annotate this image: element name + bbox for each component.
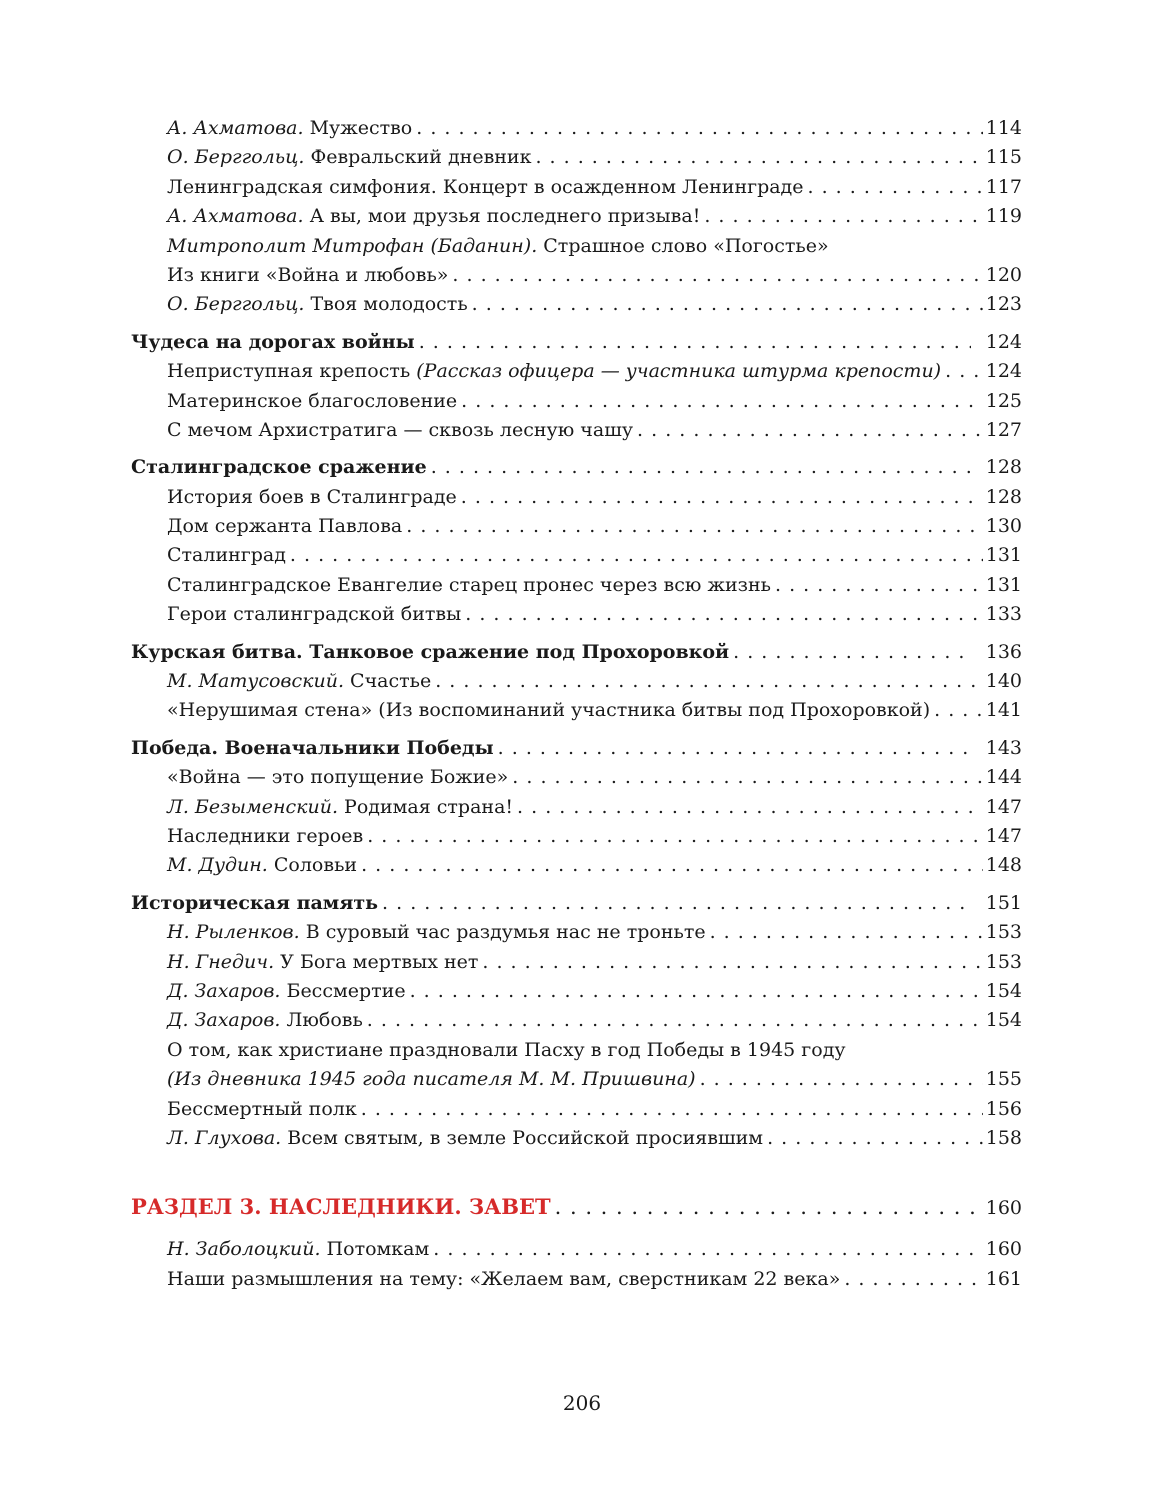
toc-entry-title (167, 696, 930, 725)
toc-entry-title (167, 1124, 763, 1153)
dot-leader (945, 357, 983, 386)
toc-entry-author: Н. Заболоцкий. (167, 1238, 321, 1261)
toc-entry-page: 131 (985, 573, 1022, 596)
toc-entry-title (167, 1036, 846, 1065)
toc-entry-text: О том, как христиане праздновали Пасху в год Победы в 1945 году (167, 1038, 846, 1061)
toc-group (131, 453, 1022, 629)
toc-group (131, 889, 1022, 1154)
toc-entry-author: А. Ахматова. (167, 117, 304, 139)
toc-entry[interactable] (131, 541, 1022, 570)
toc-heading-page: 136 (985, 640, 1022, 663)
toc-entry-page: 153 (985, 921, 1022, 944)
toc-entry-page: 147 (985, 795, 1022, 818)
toc-entry-text: Бессмертный полк (167, 1097, 357, 1120)
dot-leader (517, 793, 983, 822)
toc-entry[interactable] (131, 261, 1022, 290)
dot-leader (498, 734, 971, 763)
dot-leader (452, 261, 982, 290)
toc-entry-text: Мужество (303, 117, 413, 139)
toc-heading[interactable] (131, 453, 1022, 482)
toc-heading[interactable] (131, 734, 1022, 763)
toc-entry[interactable] (131, 696, 1022, 725)
toc-entry-page: 133 (985, 603, 1022, 626)
toc-entry[interactable] (131, 114, 1022, 143)
toc-entry-page: 140 (985, 670, 1022, 693)
dot-leader (361, 1095, 983, 1124)
toc-entry-page: 131 (985, 544, 1022, 567)
toc-entry[interactable] (131, 357, 1022, 386)
toc-entry-text: Сталинград (167, 544, 286, 567)
toc-entry-title (167, 143, 531, 172)
dot-leader (808, 173, 983, 202)
toc-entry-title (167, 600, 461, 629)
toc-entry-page: 130 (985, 515, 1022, 538)
dot-leader (416, 114, 983, 143)
toc-entry-text: Герои сталинградской битвы (167, 603, 462, 626)
toc-entry-author: Д. Захаров. (167, 979, 281, 1002)
toc-entry-page: 117 (985, 175, 1022, 198)
dot-leader (512, 763, 982, 792)
toc-entry-title (167, 261, 448, 290)
toc-entry-title (167, 977, 406, 1006)
dot-leader (934, 696, 983, 725)
toc-entry-text: Твоя молодость (304, 293, 468, 316)
toc-entry-title (167, 1235, 429, 1264)
page-number: 206 (562, 1391, 602, 1415)
toc-heading-page: 124 (985, 330, 1022, 353)
toc-group (131, 1235, 1022, 1294)
toc-heading[interactable] (131, 889, 1022, 918)
toc-entry-page: 144 (985, 766, 1022, 789)
toc-entry-page: 158 (985, 1126, 1022, 1149)
toc-entry[interactable] (131, 763, 1022, 792)
toc-entry[interactable] (131, 1265, 1022, 1294)
toc-entry-title (167, 571, 771, 600)
toc-entry-title (167, 483, 457, 512)
toc-entry[interactable] (131, 1006, 1022, 1035)
toc-entry-page: 155 (985, 1068, 1022, 1091)
dot-leader (844, 1265, 982, 1294)
dot-leader (767, 1124, 983, 1153)
toc-entry-title (167, 357, 941, 386)
toc-entry-page: 123 (985, 293, 1022, 316)
toc-entry-page: 115 (985, 146, 1022, 169)
toc-entry[interactable] (131, 918, 1022, 947)
dot-leader (435, 667, 983, 696)
toc-entry-page: 128 (985, 485, 1022, 508)
toc-heading[interactable] (131, 328, 1022, 357)
dot-leader (775, 571, 983, 600)
toc-entry-text: «Нерушимая стена» (Из воспоминаний участника битвы под Прохоровкой) (167, 699, 931, 722)
toc-entry-italic-note: (Рассказ офицера — участника штурма крепости) (416, 360, 942, 383)
dot-leader (361, 851, 983, 880)
toc-entry-page: 160 (985, 1238, 1022, 1261)
toc-entry-text: Материнское благословение (167, 389, 458, 412)
toc-entry-title (167, 948, 478, 977)
toc-heading-title: Победа. Военачальники Победы (131, 736, 494, 759)
toc-entry[interactable] (131, 290, 1022, 319)
toc-entry-page: 148 (985, 854, 1022, 877)
toc-entry-page: 156 (985, 1097, 1022, 1120)
dot-leader (367, 822, 983, 851)
toc-entry[interactable] (131, 822, 1022, 851)
toc-entry[interactable] (131, 483, 1022, 512)
toc-entry-text: В суровый час раздумья нас не троньте (299, 921, 706, 944)
section-title: РАЗДЕЛ 3. НАСЛЕДНИКИ. ЗАВЕТ (131, 1194, 551, 1220)
toc-entry-author: (Из дневника 1945 года писателя М. М. Пришвина) (167, 1068, 696, 1091)
section-page: 160 (985, 1197, 1022, 1220)
toc-entry-title (167, 851, 357, 880)
toc-entry[interactable] (131, 173, 1022, 202)
toc-entry-title (167, 763, 508, 792)
toc-group (131, 328, 1022, 446)
dot-leader (433, 1235, 982, 1264)
dot-leader (461, 483, 983, 512)
toc-entry-title (167, 822, 363, 851)
toc-heading-title: Курская битва. Танковое сражение под Прохоровкой (131, 640, 730, 663)
toc-entry-author: Н. Рыленков. (167, 921, 300, 944)
toc-entry[interactable] (131, 1235, 1022, 1264)
toc-heading-page: 143 (985, 736, 1022, 759)
toc-entry-text: Ленинградская симфония. Концерт в осажденном Ленинграде (167, 175, 804, 198)
toc-entry-title (167, 667, 431, 696)
toc-entry-text: Из книги «Война и любовь» (167, 263, 449, 286)
toc-entry-page: 154 (985, 979, 1022, 1002)
toc-entry-title (167, 918, 706, 947)
toc-entry-title (167, 512, 402, 541)
toc-entry-text: Сталинградское Евангелие старец пронес через всю жизнь (167, 573, 771, 596)
toc-entry-author: Д. Захаров. (167, 1009, 281, 1032)
toc-entry[interactable] (131, 202, 1022, 231)
toc-entry-text: Бессмертие (280, 979, 406, 1002)
toc-entry-author: Митрополит Митрофан (Баданин). (167, 234, 538, 257)
toc-entry-author: О. Берггольц. (167, 293, 305, 316)
toc-group (131, 734, 1022, 881)
toc-entry-page: 127 (985, 418, 1022, 441)
toc-entry-title (167, 114, 412, 143)
toc-entry-author: М. Матусовский. (167, 670, 344, 693)
toc-entry-text: Потомкам (320, 1238, 430, 1261)
toc-entry-page: 153 (985, 950, 1022, 973)
toc-entry-title (167, 1095, 357, 1124)
table-of-contents (131, 114, 1022, 1302)
toc-entry-text: Наши размышления на тему: «Желаем вам, сверстникам 22 века» (167, 1267, 841, 1290)
toc-entry[interactable] (131, 1065, 1022, 1094)
toc-group (131, 114, 1022, 320)
dot-leader (382, 889, 971, 918)
toc-heading-title: Историческая память (131, 891, 379, 914)
toc-entry-title (167, 290, 468, 319)
toc-heading-title: Сталинградское сражение (131, 456, 427, 479)
toc-entry-title (167, 387, 457, 416)
dot-leader (406, 512, 983, 541)
toc-entry-page: 120 (985, 263, 1022, 286)
toc-entry-text: Соловьи (267, 854, 358, 877)
toc-entry-text: Февральский дневник (304, 146, 532, 169)
toc-entry[interactable] (131, 1124, 1022, 1153)
toc-entry-author: Л. Безыменский. (167, 795, 338, 818)
toc-group (131, 638, 1022, 726)
toc-entry[interactable] (131, 667, 1022, 696)
dot-leader (465, 600, 982, 629)
toc-entry-text: С мечом Архистратига — сквозь лесную чашу (167, 418, 634, 441)
toc-entry-text: А вы, мои друзья последнего призыва! (303, 205, 701, 228)
toc-entry-page: 124 (985, 360, 1022, 383)
toc-entry-text: «Война — это попущение Божие» (167, 766, 509, 789)
toc-entry-page: 125 (985, 389, 1022, 412)
toc-entry-title (167, 1265, 840, 1294)
toc-entry-text: Любовь (280, 1009, 363, 1032)
toc-entry[interactable] (131, 1036, 1022, 1065)
toc-entry[interactable] (131, 948, 1022, 977)
section-heading[interactable] (131, 1189, 1022, 1225)
dot-leader (461, 387, 983, 416)
toc-entry[interactable] (131, 143, 1022, 172)
dot-leader (472, 290, 983, 319)
dot-leader (700, 1065, 983, 1094)
dot-leader (704, 202, 982, 231)
toc-entry-text: Наследники героев (167, 824, 364, 847)
toc-heading[interactable] (131, 638, 1022, 667)
toc-entry-author: Н. Гнедич. (167, 950, 275, 973)
toc-entry[interactable] (131, 851, 1022, 880)
toc-entry-text: Счастье (344, 670, 432, 693)
toc-entry[interactable] (131, 571, 1022, 600)
toc-entry[interactable] (131, 1095, 1022, 1124)
dot-leader (410, 977, 983, 1006)
toc-entry-author: О. Берггольц. (167, 146, 305, 169)
dot-leader (431, 453, 971, 482)
toc-entry[interactable] (131, 387, 1022, 416)
toc-entry-page: 161 (985, 1267, 1022, 1290)
toc-entry-title (167, 416, 633, 445)
toc-entry-page: 119 (985, 205, 1022, 228)
toc-entry-text: Дом сержанта Павлова (167, 515, 403, 538)
toc-heading-page: 151 (985, 891, 1022, 914)
toc-entry-title (167, 541, 286, 570)
dot-leader (367, 1006, 983, 1035)
dot-leader (555, 1189, 983, 1225)
toc-entry-text: Неприступная крепость (167, 360, 417, 383)
toc-entry-text: Страшное слово «Погостье» (537, 234, 829, 257)
toc-entry-author: А. Ахматова. (167, 205, 304, 228)
toc-entry-title (167, 1006, 363, 1035)
dot-leader (535, 143, 982, 172)
dot-leader (733, 638, 971, 667)
toc-entry[interactable] (131, 977, 1022, 1006)
toc-entry-text: История боев в Сталинграде (167, 485, 457, 508)
toc-entry[interactable] (131, 600, 1022, 629)
toc-entry-title (167, 202, 700, 231)
toc-entry-author: М. Дудин. (167, 854, 268, 877)
toc-entry-text: Родимая страна! (338, 795, 514, 818)
toc-entry-title (167, 232, 829, 261)
toc-entry[interactable] (131, 232, 1022, 261)
toc-entry-page: 114 (985, 117, 1022, 139)
dot-leader (710, 918, 983, 947)
dot-leader (419, 328, 971, 357)
toc-entry[interactable] (131, 512, 1022, 541)
toc-entry[interactable] (131, 793, 1022, 822)
toc-entry-text: У Бога мертвых нет (274, 950, 479, 973)
dot-leader (482, 948, 982, 977)
toc-entry[interactable] (131, 416, 1022, 445)
toc-entry-title (167, 173, 804, 202)
dot-leader (290, 541, 983, 570)
toc-entry-title (167, 1065, 696, 1094)
toc-heading-page: 128 (985, 456, 1022, 479)
dot-leader (637, 416, 983, 445)
toc-entry-page: 154 (985, 1009, 1022, 1032)
toc-entry-title (167, 793, 513, 822)
toc-heading-title: Чудеса на дорогах войны (131, 330, 415, 353)
toc-entry-text: Всем святым, в земле Российской просиявшим (281, 1126, 764, 1149)
toc-entry-author: Л. Глухова. (167, 1126, 282, 1149)
toc-entry-page: 141 (985, 699, 1022, 722)
toc-entry-page: 147 (985, 824, 1022, 847)
